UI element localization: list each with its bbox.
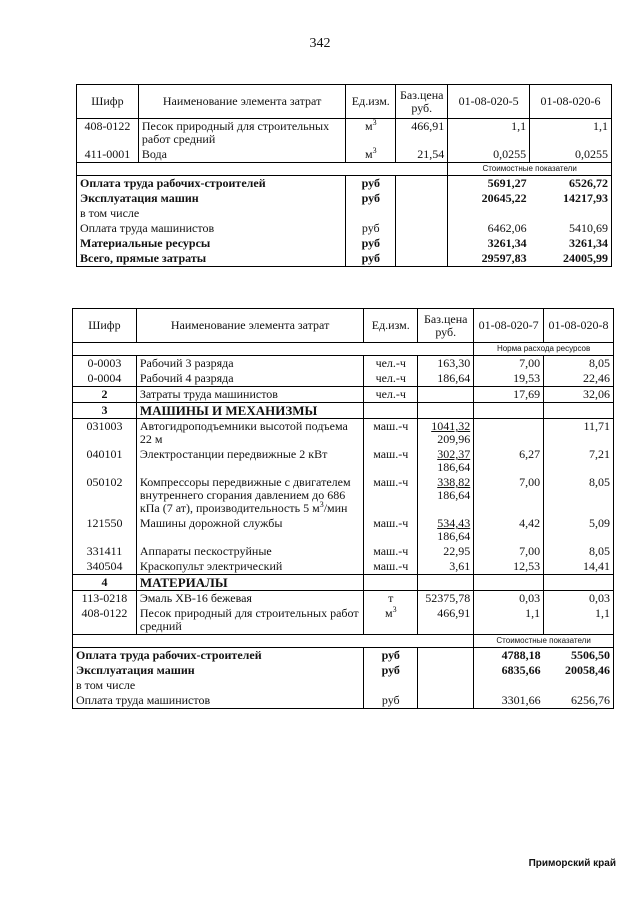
table-row: 121550 Машины дорожной службы маш.-ч 534,43 186,64 4,42 5,09 — [73, 516, 614, 544]
header-col1: 01-08-020-5 — [448, 85, 530, 119]
footer-region: Приморский край — [528, 858, 616, 869]
cost-row: в том числе — [77, 206, 612, 221]
header-code: Шифр — [73, 309, 137, 343]
table-row: 0-0004 Рабочий 4 разряда чел.-ч 186,64 19,53 22,46 — [73, 371, 614, 387]
cost-row: Эксплуатация машин руб 6835,66 20058,46 — [73, 663, 614, 678]
table-row: 411-0001 Вода $м^3$ 21,54 0,0255 0,0255 — [77, 147, 612, 163]
table-row: 113-0218 Эмаль ХВ-16 бежевая т 52375,78 0,03 0,03 — [73, 591, 614, 607]
header-code: Шифр — [77, 85, 139, 119]
table-row: 050102 Компрессоры передвижные с двигателем внутреннего сгорания давлением до 686 кПа (7 ат), производительность 5 $м^3$/мин маш.-ч 338,82 186,64 7,00 8,05 — [73, 475, 614, 516]
header-unit: Ед.изм. — [364, 309, 418, 343]
section-heading: 3 МАШИНЫ И МЕХАНИЗМЫ — [73, 403, 614, 419]
table-row: 040101 Электростанции передвижные 2 кВт маш.-ч 302,37 186,64 6,27 7,21 — [73, 447, 614, 475]
header-col2: 01-08-020-6 — [530, 85, 612, 119]
cost-row: Всего, прямые затраты руб 29597,83 24005,99 — [77, 251, 612, 267]
header-col1: 01-08-020-7 — [474, 309, 544, 343]
cost-row: Оплата труда машинистов руб 6462,06 5410,69 — [77, 221, 612, 236]
table-row: 0-0003 Рабочий 3 разряда чел.-ч 163,30 7,00 8,05 — [73, 356, 614, 372]
table-row: 2 Затраты труда машинистов чел.-ч 17,69 32,06 — [73, 387, 614, 403]
cost-row: в том числе — [73, 678, 614, 693]
cost-row: Оплата труда машинистов руб 3301,66 6256,76 — [73, 693, 614, 709]
table-row: 031003 Автогидроподъемники высотой подъема 22 м маш.-ч 1041,32 209,96 11,71 — [73, 419, 614, 448]
header-unit: Ед.изм. — [346, 85, 396, 119]
cost-row: Оплата труда рабочих-строителей руб 5691,27 6526,72 — [77, 176, 612, 192]
cost-row: Оплата труда рабочих-строителей руб 4788,18 5506,50 — [73, 648, 614, 664]
header-col2: 01-08-020-8 — [544, 309, 614, 343]
page-number: 342 — [309, 36, 331, 51]
header-name: Наименование элемента затрат — [136, 309, 363, 343]
section-label: Стоимостные показатели — [474, 635, 614, 648]
resource-table-2 — [72, 308, 614, 709]
table-row: 340504 Краскопульт электрический маш.-ч 3,61 12,53 14,41 — [73, 559, 614, 575]
resource-table-1 — [76, 84, 612, 267]
cost-row: Материальные ресурсы руб 3261,34 3261,34 — [77, 236, 612, 251]
section-label: Стоимостные показатели — [448, 163, 612, 176]
section-heading: 4 МАТЕРИАЛЫ — [73, 575, 614, 591]
cost-row: Эксплуатация машин руб 20645,22 14217,93 — [77, 191, 612, 206]
header-price: Баз.цена руб. — [418, 309, 474, 343]
norm-label: Норма расхода ресурсов — [474, 343, 614, 356]
table-row: 331411 Аппараты пескоструйные маш.-ч 22,95 7,00 8,05 — [73, 544, 614, 559]
table-row: 408-0122 Песок природный для строительных работ средний $м^3$ 466,91 1,1 1,1 — [73, 606, 614, 635]
header-name: Наименование элемента затрат — [138, 85, 345, 119]
header-price: Баз.цена руб. — [396, 85, 448, 119]
table-row: 408-0122 Песок природный для строительных работ средний $м^3$ 466,91 1,1 1,1 — [77, 119, 612, 148]
